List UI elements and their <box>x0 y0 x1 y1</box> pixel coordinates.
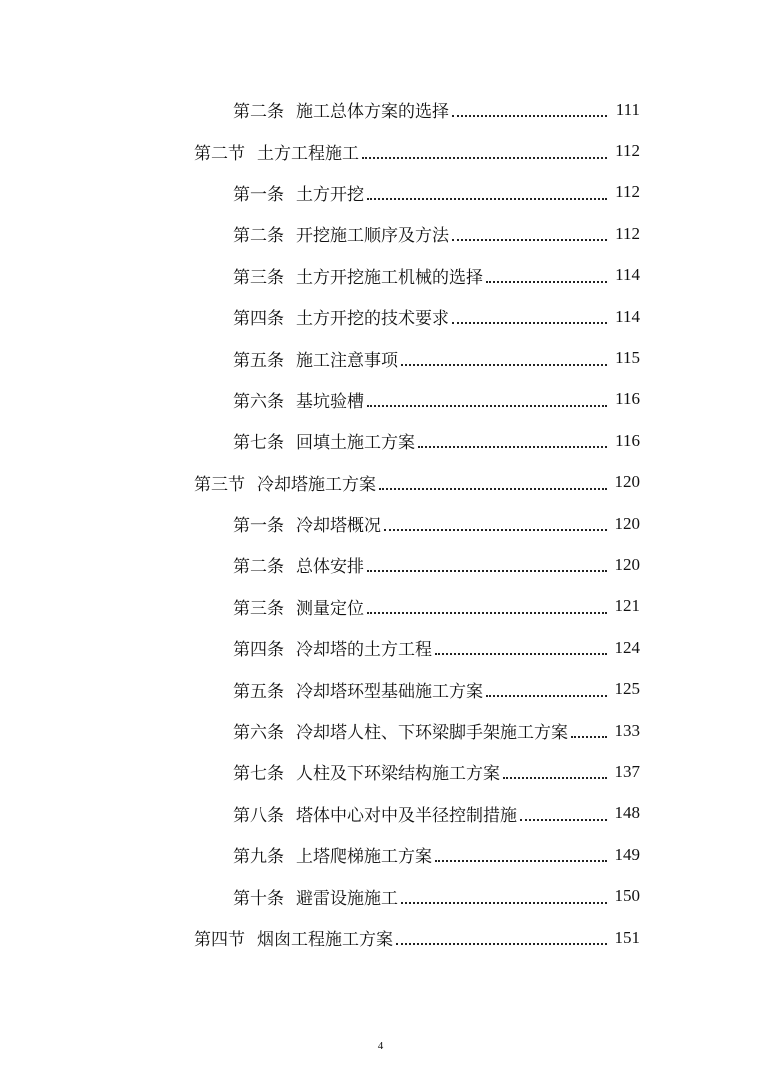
toc-entry-title: 冷却塔的土方工程 <box>296 640 432 661</box>
toc-entry-number: 第五条 <box>233 681 284 702</box>
toc-entry-number: 第三节 <box>194 474 245 495</box>
toc-entry-number: 第七条 <box>233 433 284 454</box>
toc-leader-dots <box>452 321 607 324</box>
toc-entry-page: 116 <box>615 389 640 409</box>
toc-leader-dots <box>486 694 607 697</box>
toc-entry-number: 第七条 <box>233 764 284 785</box>
toc-leader-dots <box>401 901 607 904</box>
toc-entry-title: 土方工程施工 <box>257 143 359 164</box>
toc-entry[interactable] <box>0 917 761 958</box>
toc-entry[interactable] <box>0 379 761 420</box>
toc-entry-page: 133 <box>614 720 640 740</box>
toc-entry-title: 冷却塔人柱、下环梁脚手架施工方案 <box>296 723 568 744</box>
toc-leader-dots <box>379 487 607 490</box>
toc-entry-number: 第四条 <box>233 309 284 330</box>
toc-entry-page: 112 <box>615 141 640 161</box>
toc-leader-dots <box>452 238 607 241</box>
toc-entry-title: 塔体中心对中及半径控制措施 <box>296 805 517 826</box>
toc-entry-title: 冷却塔施工方案 <box>257 474 376 495</box>
toc-entry-title: 总体安排 <box>296 557 364 578</box>
toc-entry[interactable] <box>0 172 761 213</box>
toc-entry-title: 基坑验槽 <box>296 391 364 412</box>
toc-leader-dots <box>435 652 607 655</box>
toc-entry-number: 第八条 <box>233 805 284 826</box>
toc-entry-page: 149 <box>614 844 640 864</box>
toc-entry-number: 第九条 <box>233 847 284 868</box>
toc-entry-number: 第三条 <box>233 267 284 288</box>
toc-entry-number: 第五条 <box>233 350 284 371</box>
toc-entry[interactable] <box>0 544 761 585</box>
toc-entry[interactable] <box>0 337 761 378</box>
toc-entry-page: 112 <box>615 182 640 202</box>
toc-entry[interactable] <box>0 751 761 792</box>
toc-entry-title: 土方开挖施工机械的选择 <box>296 267 483 288</box>
toc-entry-page: 120 <box>614 513 640 533</box>
toc-entry-title: 施工总体方案的选择 <box>296 102 449 123</box>
toc-entry-number: 第三条 <box>233 598 284 619</box>
toc-leader-dots <box>503 776 607 779</box>
toc-leader-dots <box>571 735 607 738</box>
toc-entry-title: 上塔爬梯施工方案 <box>296 847 432 868</box>
toc-entry-page: 120 <box>614 554 640 574</box>
page-number: 4 <box>377 1040 384 1052</box>
toc-entry[interactable] <box>0 875 761 916</box>
toc-entry-number: 第四节 <box>194 930 245 950</box>
toc-entry-title: 土方开挖 <box>296 184 364 205</box>
toc-entry[interactable] <box>0 89 761 130</box>
toc-entry[interactable] <box>0 296 761 337</box>
toc-leader-dots <box>367 404 607 407</box>
toc-entry-title: 土方开挖的技术要求 <box>296 309 449 330</box>
toc-leader-dots <box>362 156 607 159</box>
toc-entry-title: 烟囱工程施工方案 <box>257 930 393 950</box>
toc-entry-number: 第二条 <box>233 226 284 247</box>
toc-leader-dots <box>367 569 607 572</box>
toc-entry-number: 第四条 <box>233 640 284 661</box>
toc-entry-number: 第二条 <box>233 557 284 578</box>
toc-entry-title: 测量定位 <box>296 598 364 619</box>
toc-entry[interactable] <box>0 255 761 296</box>
toc-entry-number: 第一条 <box>233 516 284 537</box>
toc-entry-number: 第六条 <box>233 723 284 744</box>
toc-entry-page: 125 <box>614 679 640 699</box>
toc-entry-number: 第二条 <box>233 102 284 123</box>
toc-entry[interactable] <box>0 420 761 461</box>
table-of-contents <box>0 89 761 958</box>
toc-entry-page: 120 <box>614 472 640 492</box>
toc-leader-dots <box>486 280 607 283</box>
toc-entry-page: 150 <box>614 886 640 906</box>
toc-entry[interactable] <box>0 586 761 627</box>
toc-entry-page: 115 <box>615 348 640 368</box>
toc-entry-page: 137 <box>614 761 640 781</box>
toc-entry-number: 第一条 <box>233 184 284 205</box>
toc-entry-number: 第六条 <box>233 391 284 412</box>
toc-leader-dots <box>384 528 607 531</box>
toc-entry[interactable] <box>0 503 761 544</box>
toc-entry-number: 第十条 <box>233 888 284 909</box>
toc-entry[interactable] <box>0 462 761 503</box>
toc-entry-page: 114 <box>615 306 640 326</box>
toc-leader-dots <box>401 363 607 366</box>
toc-entry-page: 112 <box>615 223 640 243</box>
toc-leader-dots <box>452 114 607 117</box>
toc-entry-title: 冷却塔环型基础施工方案 <box>296 681 483 702</box>
toc-entry-title: 回填土施工方案 <box>296 433 415 454</box>
toc-leader-dots <box>367 611 607 614</box>
toc-entry-page: 116 <box>615 430 640 450</box>
toc-entry-title: 冷却塔概况 <box>296 516 381 537</box>
toc-entry-number: 第二节 <box>194 143 245 164</box>
toc-entry-title: 人柱及下环梁结构施工方案 <box>296 764 500 785</box>
toc-leader-dots <box>520 818 607 821</box>
toc-leader-dots <box>435 859 607 862</box>
toc-entry-page: 124 <box>614 637 640 657</box>
toc-leader-dots <box>367 197 607 200</box>
toc-entry[interactable] <box>0 710 761 751</box>
toc-entry-page: 111 <box>615 99 640 119</box>
toc-entry[interactable] <box>0 834 761 875</box>
toc-entry-title: 开挖施工顺序及方法 <box>296 226 449 247</box>
toc-entry[interactable] <box>0 213 761 254</box>
toc-entry-page: 151 <box>614 927 640 947</box>
toc-entry[interactable] <box>0 130 761 171</box>
toc-entry-page: 114 <box>615 265 640 285</box>
toc-entry-page: 148 <box>614 803 640 823</box>
toc-entry[interactable] <box>0 793 761 834</box>
toc-leader-dots <box>418 445 607 448</box>
toc-entry-title: 施工注意事项 <box>296 350 398 371</box>
toc-entry-page: 121 <box>614 596 640 616</box>
toc-leader-dots <box>396 942 607 945</box>
toc-entry[interactable] <box>0 627 761 668</box>
toc-entry-title: 避雷设施施工 <box>296 888 398 909</box>
toc-entry[interactable] <box>0 668 761 709</box>
